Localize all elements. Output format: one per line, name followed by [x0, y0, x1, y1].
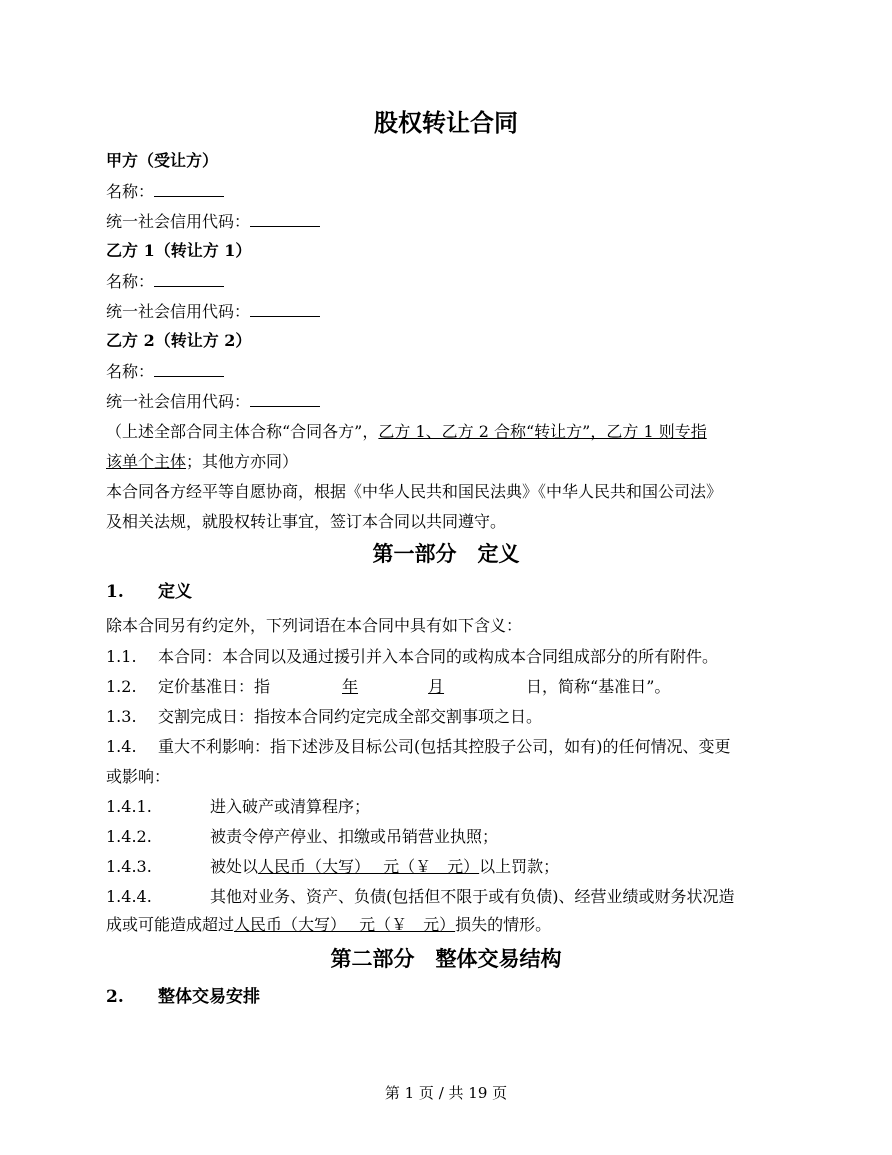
definition-1-4	[106, 737, 731, 757]
definition-1-4-1-text: 进入破产或清算程序；	[210, 797, 371, 816]
definition-1-4-4-text-a: 成或可能造成超过	[106, 915, 235, 934]
definition-1-4-4-number: 1.4.4.	[106, 887, 152, 906]
intro-line-1: 本合同各方经平等自愿协商，根据《中华人民共和国民法典》《中华人民共和国公司法》	[106, 482, 723, 501]
definition-1-4-1-number: 1.4.1.	[106, 797, 152, 816]
section-1-intro: 除本合同另有约定外，下列词语在本合同中具有如下含义：	[106, 616, 523, 635]
definition-1-2	[106, 677, 670, 697]
page-footer: 第 1 页 / 共 19 页	[384, 1084, 508, 1102]
section-2-number: 2.	[106, 987, 124, 1007]
parties-note-underlined: 乙方 1、乙方 2 合称“转让方”，乙方 1 则专指	[378, 422, 707, 441]
party-b1-code-label: 统一社会信用代码：	[106, 302, 251, 321]
section-2-heading	[106, 987, 260, 1007]
definition-1-2-month: 月	[428, 677, 445, 696]
definition-1-1-number: 1.1.	[106, 647, 137, 666]
party-b2-code-label: 统一社会信用代码：	[106, 392, 251, 411]
party-a-heading: 甲方（受让方）	[106, 151, 219, 170]
party-b1-name-blank	[154, 271, 224, 287]
document-title: 股权转让合同	[374, 108, 518, 137]
party-b2-name-label: 名称：	[106, 362, 155, 381]
definition-1-3-number: 1.3.	[106, 707, 137, 726]
definition-1-4-4	[106, 887, 735, 907]
definition-1-4-4-text-b: 损失的情形。	[455, 915, 552, 934]
party-b2-code	[106, 391, 320, 412]
definition-1-4-2	[106, 827, 498, 847]
parties-note-text-2: ；其他方亦同）	[186, 452, 299, 471]
party-b1-heading: 乙方 1（转让方 1）	[106, 241, 252, 260]
definition-1-3	[106, 707, 542, 727]
party-b1-code-blank	[250, 301, 320, 317]
party-b2-name	[106, 361, 224, 382]
definition-1-2-date	[270, 677, 526, 696]
part-one-heading: 第一部分 定义	[372, 541, 520, 566]
definition-1-4-3-amount: 人民币（大写） 元（￥ 元）	[258, 857, 480, 876]
section-1-heading	[106, 582, 192, 602]
section-1-number: 1.	[106, 582, 124, 602]
definition-1-2-number: 1.2.	[106, 677, 137, 696]
definition-1-2-text-a: 定价基准日：指	[158, 677, 271, 696]
definition-1-4-3-text-a: 被处以	[210, 857, 259, 876]
definition-1-4-3-text-b: 以上罚款；	[479, 857, 560, 876]
definition-1-4-1	[106, 797, 370, 817]
parties-note-underlined-2: 该单个主体	[106, 452, 187, 471]
definition-1-4-4-text: 其他对业务、资产、负债(包括但不限于或有负债)、经营业绩或财务状况造	[210, 887, 735, 906]
definition-1-4-4-line-2	[106, 915, 551, 935]
definition-1-2-text-b: 日，简称“基准日”。	[526, 677, 671, 696]
definition-1-1	[106, 647, 718, 667]
definition-1-4-2-text: 被责令停产停业、扣缴或吊销营业执照；	[210, 827, 499, 846]
party-a-code-label: 统一社会信用代码：	[106, 212, 251, 231]
definition-1-4-2-number: 1.4.2.	[106, 827, 152, 846]
party-a-name-label: 名称：	[106, 182, 155, 201]
party-b1-name-label: 名称：	[106, 272, 155, 291]
party-b1-code	[106, 301, 320, 322]
intro-line-2: 及相关法规，就股权转让事宜，签订本合同以共同遵守。	[106, 512, 507, 531]
definition-1-1-text: 本合同：本合同以及通过援引并入本合同的或构成本合同组成部分的所有附件。	[158, 647, 719, 666]
part-two-heading: 第二部分 整体交易结构	[330, 946, 562, 971]
party-b2-name-blank	[154, 361, 224, 377]
definition-1-4-line-2: 或影响：	[106, 767, 171, 786]
party-b2-code-blank	[250, 391, 320, 407]
definition-1-4-4-amount: 人民币（大写） 元（￥ 元）	[234, 915, 456, 934]
parties-note-text: （上述全部合同主体合称“合同各方”，	[106, 422, 379, 441]
party-a-code	[106, 211, 320, 232]
definition-1-4-3	[106, 857, 559, 877]
definition-1-2-year: 年	[342, 677, 359, 696]
parties-note-line-1	[106, 422, 707, 442]
definition-1-4-text: 重大不利影响：指下述涉及目标公司(包括其控股子公司，如有)的任何情况、变更	[158, 737, 731, 756]
section-2-title: 整体交易安排	[158, 987, 260, 1007]
party-b1-name	[106, 271, 224, 292]
party-a-code-blank	[250, 211, 320, 227]
parties-note-line-2	[106, 452, 298, 472]
definition-1-4-3-number: 1.4.3.	[106, 857, 152, 876]
section-1-title: 定义	[158, 582, 192, 602]
definition-1-3-text: 交割完成日：指按本合同约定完成全部交割事项之日。	[158, 707, 543, 726]
party-a-name-blank	[154, 181, 224, 197]
definition-1-4-number: 1.4.	[106, 737, 137, 756]
party-a-name	[106, 181, 224, 202]
party-b2-heading: 乙方 2（转让方 2）	[106, 331, 252, 350]
